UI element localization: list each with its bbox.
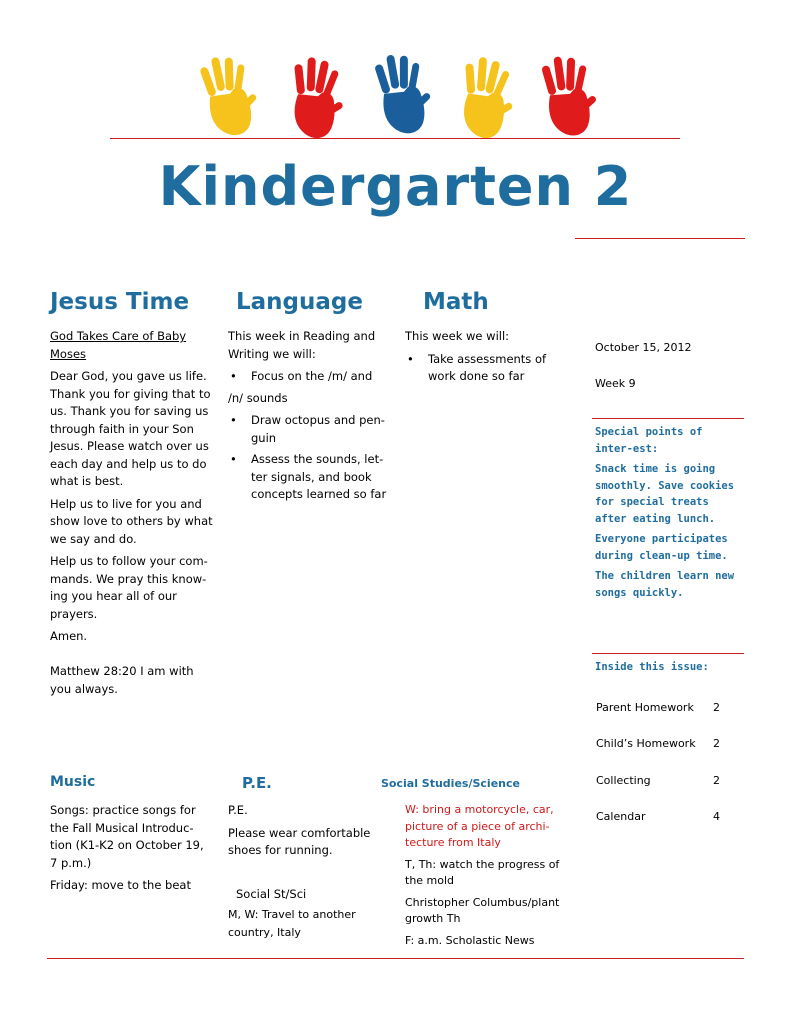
language-column <box>228 328 393 508</box>
language-continued: /n/ sounds <box>228 390 288 405</box>
toc-page: 4 <box>713 810 720 823</box>
toc-page: 2 <box>713 774 720 787</box>
language-bullets <box>228 368 393 386</box>
red-hand-icon <box>287 55 349 140</box>
pe-label: P.E. <box>228 803 248 817</box>
toc-label: Child’s Homework <box>596 737 696 750</box>
music-column <box>50 802 210 900</box>
music-paragraph: Songs: practice songs for the Fall Musical Introduc-tion (K1-K2 on October 19, 7 p.m.) <box>50 803 204 870</box>
jesus-time-column <box>50 328 215 651</box>
special-points-heading: Special points of inter-est: <box>595 426 703 455</box>
special-point: Everyone participates during clean-up time. <box>595 533 728 562</box>
math-bullet: • Take assessments of work done so far <box>405 351 565 386</box>
jesus-paragraph: Help us to follow your com-mands. We pray this know-ing you hear all of our prayers. <box>50 554 208 621</box>
toc-page: 2 <box>713 737 720 750</box>
social-paragraph: Christopher Columbus/plant growth Th <box>405 895 560 925</box>
toc-row[interactable] <box>596 810 736 823</box>
issue-date: October 15, 2012 <box>595 341 692 354</box>
jesus-amen: Amen. <box>50 629 88 643</box>
social-paragraph: T, Th: watch the progress of the mold <box>405 857 560 887</box>
jesus-time-heading: Jesus Time <box>50 289 190 315</box>
jesus-paragraph: Dear God, you gave us life. Thank you for giving that to us. Thank you for saving us through faith in your Son Jesus. Please watch over us each day and help us to do what is best. <box>50 369 211 488</box>
jesus-paragraph: Help us to live for you and show love to others by what we say and do. <box>50 496 213 546</box>
language-bullet: • Assess the sounds, let-ter signals, and book concepts learned so far <box>228 451 393 504</box>
page-title: Kindergarten 2 <box>158 155 633 218</box>
language-bullet: • Draw octopus and pen-guin <box>228 412 393 447</box>
inside-issue-heading: Inside this issue: <box>595 661 709 673</box>
social-red-note: W: bring a motorcycle, car, picture of a piece of archi-tecture from Italy <box>405 803 554 849</box>
issue-week: Week 9 <box>595 377 636 390</box>
math-intro: This week we will: <box>405 329 510 343</box>
toc-row[interactable] <box>596 701 736 714</box>
language-intro: This week in Reading and Writing we will: <box>228 329 376 361</box>
jesus-time-subtitle: God Takes Care of Baby Moses <box>50 329 187 361</box>
sidebar-rule <box>592 418 744 419</box>
pe-text: Please wear comfortable shoes for running. <box>228 825 371 857</box>
bible-verse: Matthew 28:20 I am with you always. <box>50 664 194 696</box>
blue-hand-icon <box>373 51 435 136</box>
social-paragraph: F: a.m. Scholastic News <box>405 933 535 947</box>
special-points-box <box>595 424 740 605</box>
header-top-rule <box>110 138 680 139</box>
header-bottom-rule <box>575 238 745 239</box>
toc-label: Calendar <box>596 810 646 823</box>
math-column <box>405 328 565 390</box>
red-hand-icon <box>540 54 599 138</box>
language-bullet: • Focus on the /m/ and <box>228 368 393 386</box>
special-point: The children learn new songs quickly. <box>595 570 735 599</box>
footer-rule <box>47 958 744 959</box>
handprints <box>192 50 602 140</box>
toc-row[interactable] <box>596 774 736 787</box>
language-bullets <box>228 412 393 504</box>
toc-label: Collecting <box>596 774 651 787</box>
music-heading: Music <box>50 774 96 790</box>
pe-column <box>228 802 378 865</box>
yellow-hand-icon <box>455 55 520 140</box>
pe-heading: P.E. <box>242 774 272 792</box>
language-heading: Language <box>236 289 363 315</box>
social-studies-column <box>405 802 570 954</box>
toc-page: 2 <box>713 701 720 714</box>
sidebar-rule <box>592 653 744 654</box>
toc-label: Parent Homework <box>596 701 694 714</box>
music-paragraph: Friday: move to the beat <box>50 878 191 892</box>
special-point: Snack time is going smoothly. Save cookies for special treats after eating lunch. <box>595 463 735 525</box>
math-heading: Math <box>423 289 489 315</box>
math-bullets <box>405 351 565 386</box>
yellow-hand-icon <box>198 52 263 139</box>
social-studies-heading: Social Studies/Science <box>381 777 520 790</box>
toc-row[interactable] <box>596 737 736 750</box>
social-st-text: M, W: Travel to another country, Italy <box>228 908 356 939</box>
social-st-label: Social St/Sci <box>236 887 307 901</box>
